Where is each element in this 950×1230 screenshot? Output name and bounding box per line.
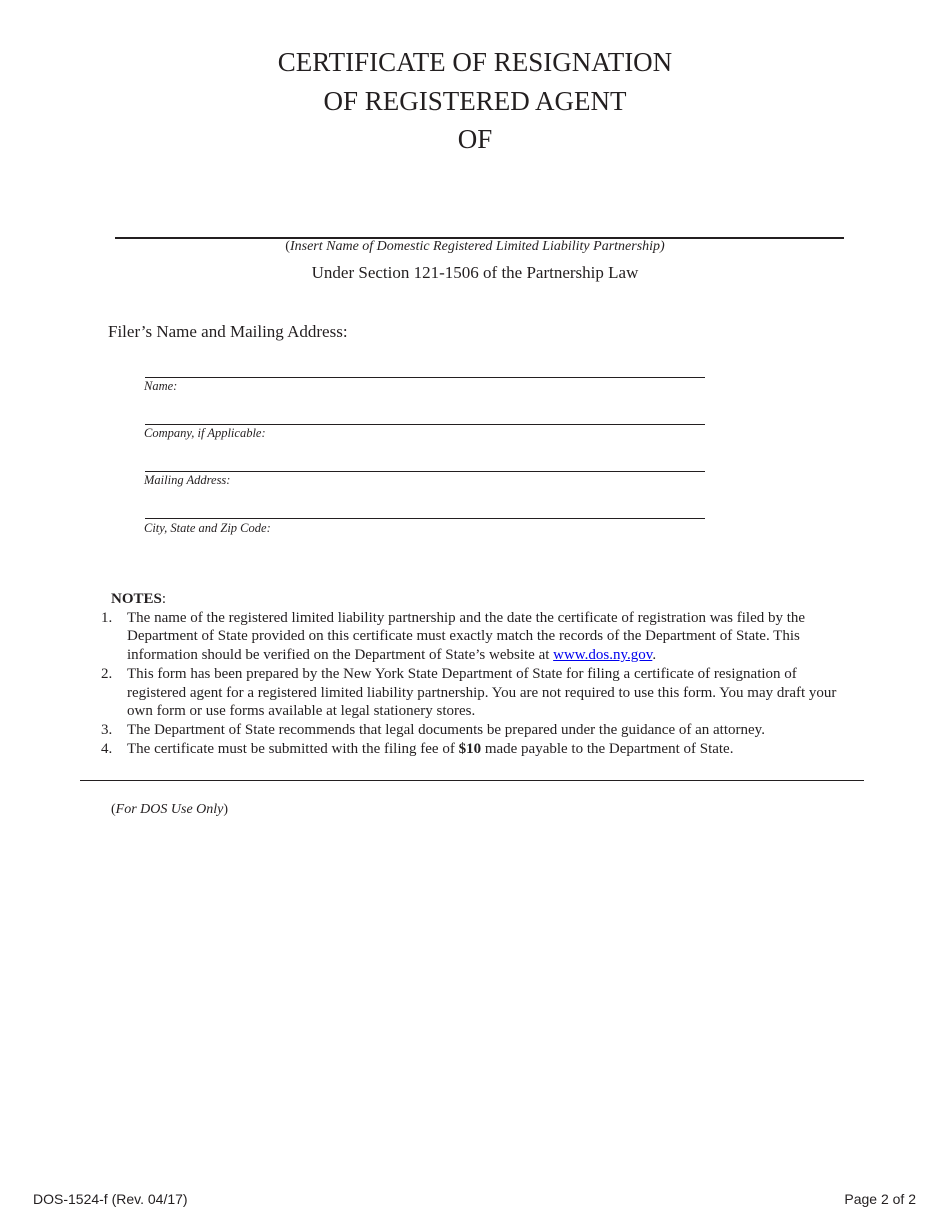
- company-field-line[interactable]: [145, 424, 705, 425]
- title-line-1: CERTIFICATE OF RESIGNATION: [277, 47, 673, 77]
- notes-heading: [111, 590, 841, 609]
- note-text: The certificate must be submitted with the filing fee of: [127, 740, 459, 757]
- note-number: 2.: [101, 665, 113, 682]
- notes-heading-text: NOTES: [111, 591, 162, 607]
- notes-heading-colon: :: [161, 591, 167, 607]
- city-state-zip-field-label: City, State and Zip Code:: [144, 521, 271, 535]
- title-line-3: OF: [457, 124, 493, 154]
- mailing-address-field-line[interactable]: [145, 471, 705, 472]
- note-item-1: [101, 609, 841, 665]
- note-number: 4.: [101, 740, 113, 757]
- mailing-address-field-label: Mailing Address:: [144, 473, 231, 487]
- note-text: This form has been prepared by the New York State Department of State for filing a certificate of resignation of registered agent for a registered limited liability partnership. You are not required to use this form. You may draft your own form or use forms available at legal stationery stores.: [127, 665, 837, 720]
- note-text-end: made payable to the Department of State.: [481, 740, 734, 757]
- title-line-2: OF REGISTERED AGENT: [323, 85, 627, 116]
- note-item-4: [101, 740, 841, 759]
- dos-use-only-label: [111, 802, 228, 818]
- document-title: [0, 43, 950, 159]
- note-item-2: [101, 665, 841, 721]
- entity-name-caption: [0, 239, 950, 255]
- company-field-label: Company, if Applicable:: [144, 426, 266, 440]
- dos-use-paren-close: ): [223, 802, 229, 817]
- note-number: 3.: [101, 721, 113, 738]
- page-number: Page 2 of 2: [844, 1191, 916, 1207]
- notes-section: [101, 590, 841, 758]
- dos-use-text: For DOS Use Only: [115, 802, 224, 817]
- note-text: The Department of State recommends that legal documents be prepared under the guidance of an attorney.: [127, 721, 765, 738]
- note-text: The name of the registered limited liability partnership and the date the certificate of registration was filed by the Department of State provided on this certificate must exactly match the records of the Department of State. This information should be verified on the Department of State’s website at: [127, 609, 806, 664]
- name-field-label: Name:: [144, 379, 178, 393]
- city-state-zip-field-line[interactable]: [145, 518, 705, 519]
- dos-use-paren-open: (: [111, 802, 116, 817]
- filing-fee: $10: [458, 740, 482, 757]
- law-reference: Under Section 121-1506 of the Partnership Law: [311, 263, 639, 282]
- section-divider: [80, 780, 864, 781]
- filer-heading: Filer’s Name and Mailing Address:: [108, 322, 348, 341]
- name-field-line[interactable]: [145, 377, 705, 378]
- note-text-end: .: [652, 647, 657, 664]
- note-item-3: [101, 721, 841, 740]
- caption-text: Insert Name of Domestic Registered Limited Liability Partnership): [289, 239, 665, 254]
- caption-paren: (: [285, 239, 290, 254]
- note-number: 1.: [101, 609, 113, 626]
- dos-website-link[interactable]: www.dos.ny.gov: [553, 647, 653, 664]
- form-id: DOS-1524-f (Rev. 04/17): [33, 1191, 188, 1207]
